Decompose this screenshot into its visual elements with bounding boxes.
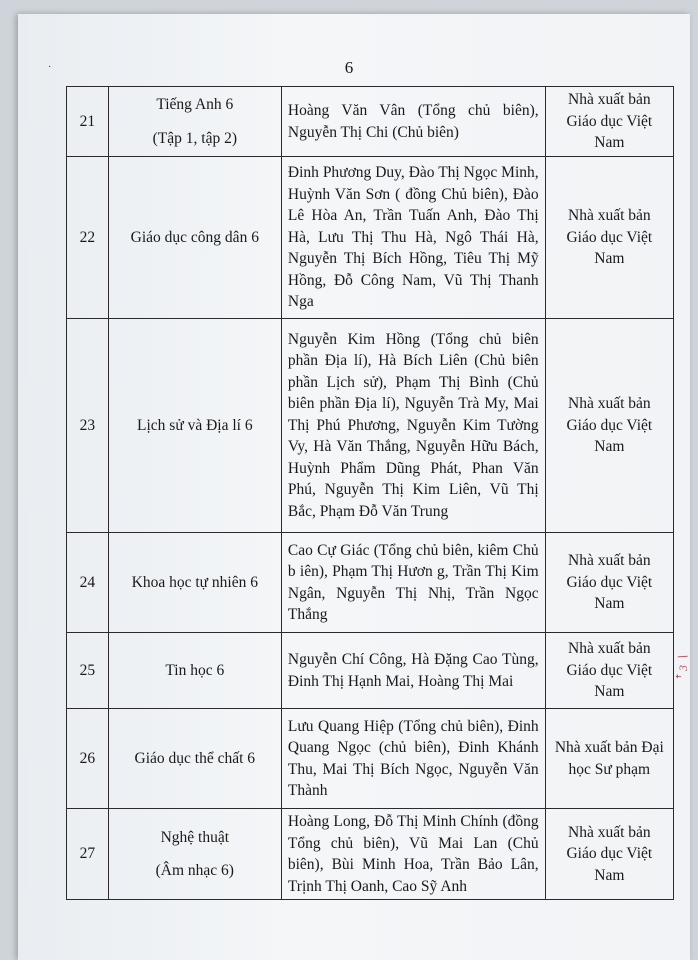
subject-name: Tiếng Anh 6 (156, 96, 234, 113)
subject-name: Giáo dục công dân 6 (130, 228, 259, 246)
authors-cell: Hoàng Long, Đỗ Thị Minh Chính (đồng Tổng chủ biên), Vũ Mai Lan (Chủ biên), Bùi Minh Hoa, Trần Bảo Lân, Trịnh Thị Oanh, Cao Sỹ Anh (281, 809, 545, 900)
table-row (67, 87, 674, 157)
row-number: 24 (67, 533, 109, 633)
table-row (67, 533, 674, 633)
row-number: 27 (67, 809, 109, 900)
authors-cell: Cao Cự Giác (Tổng chủ biên, kiêm Chủ b iên), Phạm Thị Hươn g, Trần Thị Kim Ngân, Nguyễn Thị Nhị, Trần Ngọc Thắng (281, 533, 545, 633)
publisher-cell: Nhà xuất bản Giáo dục Việt Nam (545, 533, 673, 633)
publisher-cell: Nhà xuất bản Giáo dục Việt Nam (545, 809, 673, 900)
authors-cell: Nguyễn Kim Hồng (Tổng chủ biên phần Địa lí), Hà Bích Liên (Chủ biên phần Lịch sử), Phạm Thị Bình (Chủ biên phần Địa lí), Nguyễn Trà My, Mai Thị Phú Phương, Nguyễn Kim Tường Vy, Hà Văn Thắng, Nguyễn Hữu Bách, Huỳnh Phẩm Dũng Phát, Phan Văn Phú, Nguyễn Thị Kim Liên, Vũ Thị Bắc, Phạm Đỗ Văn Trung (281, 319, 545, 533)
subject-cell (108, 809, 281, 900)
subject-name: Lịch sử và Địa lí 6 (137, 416, 253, 434)
table-row (67, 319, 674, 533)
subject-name: Nghệ thuật (160, 828, 230, 846)
subject-cell (108, 533, 281, 633)
publisher-cell: Nhà xuất bản Giáo dục Việt Nam (545, 87, 673, 157)
subject-name: Tin học 6 (165, 661, 225, 679)
subject-name: Khoa học tự nhiên 6 (131, 573, 258, 591)
row-number: 26 (67, 709, 109, 809)
margin-handwriting-mark: ꜛ 3 ∖ (676, 654, 690, 680)
row-number: 22 (67, 157, 109, 319)
row-number: 25 (67, 633, 109, 709)
subject-name: (Âm nhạc 6) (155, 862, 234, 879)
subject-cell (108, 157, 281, 319)
textbook-table (66, 86, 674, 900)
subject-name: Giáo dục thể chất 6 (134, 749, 256, 767)
row-number: 23 (67, 319, 109, 533)
scan-speck: · (48, 62, 52, 73)
table-row (67, 157, 674, 319)
authors-cell: Hoàng Văn Vân (Tổng chủ biên), Nguyễn Thị Chi (Chủ biên) (281, 87, 545, 157)
authors-cell: Lưu Quang Hiệp (Tổng chủ biên), Đinh Quang Ngọc (chủ biên), Đinh Khánh Thu, Mai Thị Bích Ngọc, Nguyễn Văn Thành (281, 709, 545, 809)
publisher-cell: Nhà xuất bản Đại học Sư phạm (545, 709, 673, 809)
table-row (67, 809, 674, 900)
authors-cell: Đinh Phương Duy, Đào Thị Ngọc Minh, Huỳnh Văn Sơn ( đồng Chủ biên), Đào Lê Hòa An, Trần Tuấn Anh, Đào Thị Hà, Lưu Thị Thu Hà, Ngô Thái Hà, Nguyễn Thị Bích Hồng, Tiêu Thị Mỹ Hồng, Đỗ Công Nam, Vũ Thị Thanh Nga (281, 157, 545, 319)
subject-cell (108, 709, 281, 809)
table-row (67, 709, 674, 809)
row-number: 21 (67, 87, 109, 157)
publisher-cell: Nhà xuất bản Giáo dục Việt Nam (545, 319, 673, 533)
table-row (67, 633, 674, 709)
table-body (67, 87, 674, 900)
authors-cell: Nguyễn Chí Công, Hà Đặng Cao Tùng, Đinh Thị Hạnh Mai, Hoàng Thị Mai (281, 633, 545, 709)
publisher-cell: Nhà xuất bản Giáo dục Việt Nam (545, 157, 673, 319)
subject-name: (Tập 1, tập 2) (152, 129, 237, 147)
subject-cell (108, 633, 281, 709)
subject-cell (108, 87, 281, 157)
publisher-cell: Nhà xuất bản Giáo dục Việt Nam (545, 633, 673, 709)
subject-cell (108, 319, 281, 533)
page-number: 6 (344, 58, 354, 77)
